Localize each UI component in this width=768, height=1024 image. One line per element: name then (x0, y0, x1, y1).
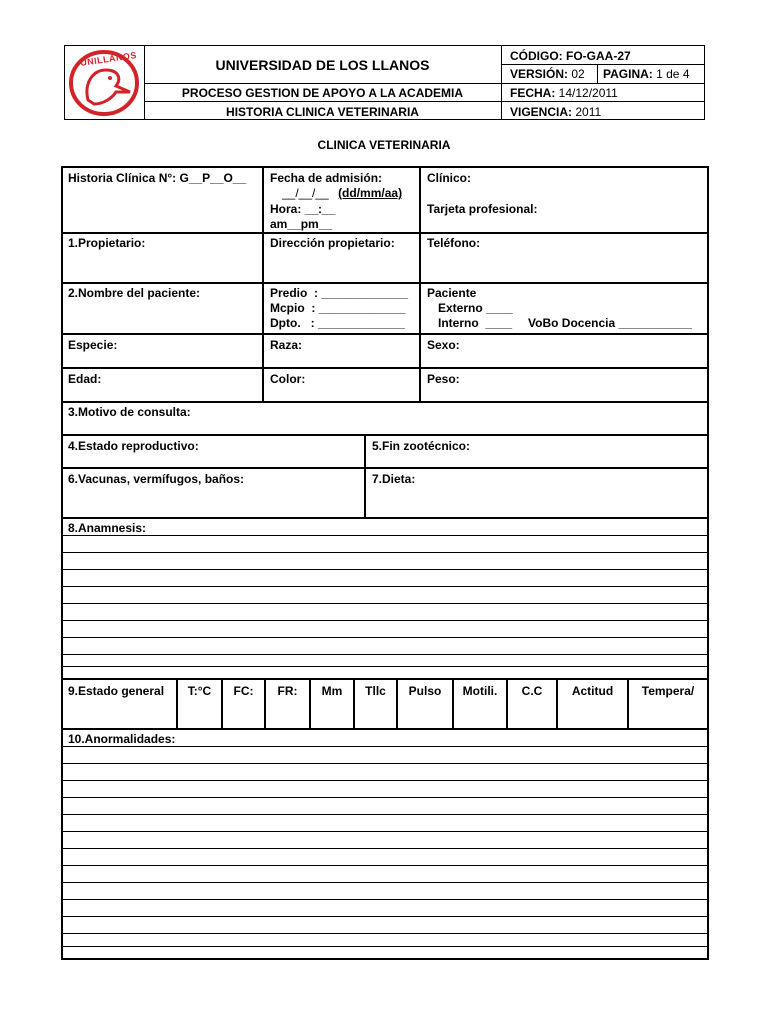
mcpio-field[interactable]: Mcpio : _____________ (270, 301, 406, 315)
vital-temp[interactable]: T:°C (187, 684, 212, 698)
especie-field[interactable]: Especie: (68, 338, 118, 352)
fecha (510, 86, 618, 100)
propietario-field[interactable]: 1.Propietario: (68, 236, 146, 250)
vital-pulso[interactable]: Pulso (408, 684, 442, 698)
externo-field[interactable]: Externo ____ (438, 301, 513, 315)
predio-field[interactable]: Predio : _____________ (270, 286, 409, 300)
tarjeta-profesional-field[interactable]: Tarjeta profesional: (427, 202, 538, 216)
fin-zootecnico-field[interactable]: 5.Fin zootécnico: (372, 439, 471, 453)
color-field[interactable]: Color: (270, 372, 306, 386)
logo-text: UNILLANOS (79, 50, 138, 68)
fecha-format: (dd/mm/aa) (338, 186, 403, 200)
vital-fc[interactable]: FC: (233, 684, 254, 698)
vital-actitud[interactable]: Actitud (571, 684, 614, 698)
estado-reproductivo-field[interactable]: 4.Estado reproductivo: (68, 439, 199, 453)
interno-field[interactable]: Interno ____ (438, 316, 513, 330)
telefono-field[interactable]: Teléfono: (427, 236, 481, 250)
dieta-field[interactable]: 7.Dieta: (372, 472, 416, 486)
fecha-label: FECHA: (510, 86, 556, 100)
university-logo (66, 48, 142, 118)
estado-general-label: 9.Estado general (68, 684, 165, 698)
dpto-field[interactable]: Dpto. : _____________ (270, 316, 405, 330)
paciente-label: Paciente (427, 286, 477, 300)
vital-motilidad[interactable]: Motili. (462, 684, 498, 698)
ampm-field[interactable]: am__pm__ (270, 217, 333, 231)
vobo-docencia-field[interactable]: VoBo Docencia ___________ (528, 316, 692, 330)
raza-field[interactable]: Raza: (270, 338, 303, 352)
peso-field[interactable]: Peso: (427, 372, 460, 386)
version-label: VERSIÓN: (510, 67, 569, 81)
vital-fr[interactable]: FR: (277, 684, 298, 698)
section-title: CLINICA VETERINARIA (317, 138, 451, 152)
vigencia-label: VIGENCIA: (510, 105, 573, 119)
pagina-label: PAGINA: (603, 67, 653, 81)
vigencia-value: 2011 (575, 105, 602, 119)
anormalidades-label: 10.Anormalidades: (68, 732, 176, 746)
direccion-field[interactable]: Dirección propietario: (270, 236, 395, 250)
vigencia (510, 105, 601, 119)
university-name: UNIVERSIDAD DE LOS LLANOS (215, 57, 430, 73)
version (510, 67, 585, 81)
process-name: PROCESO GESTION DE APOYO A LA ACADEMIA (181, 86, 464, 100)
clinico-field[interactable]: Clínico: (427, 171, 471, 185)
fecha-admision-label: Fecha de admisión: (270, 171, 383, 185)
fecha-admision-field[interactable] (282, 186, 402, 200)
fecha-value: 14/12/2011 (558, 86, 618, 100)
pagina-value: 1 de 4 (656, 67, 690, 81)
anamnesis-label: 8.Anamnesis: (68, 521, 147, 535)
hora-field[interactable]: Hora: __:__ (270, 202, 336, 216)
nombre-paciente-field[interactable]: 2.Nombre del paciente: (68, 286, 201, 300)
edad-field[interactable]: Edad: (68, 372, 102, 386)
vital-tllc[interactable]: Tllc (365, 684, 386, 698)
codigo: CÓDIGO: FO-GAA-27 (510, 49, 631, 63)
pagina (603, 67, 690, 81)
vital-mm[interactable]: Mm (321, 684, 343, 698)
historia-clinica-field[interactable]: Historia Clínica N°: G__P__O__ (68, 171, 247, 185)
motivo-consulta-field[interactable]: 3.Motivo de consulta: (68, 405, 191, 419)
vital-temperamento[interactable]: Tempera/ (641, 684, 695, 698)
vacunas-field[interactable]: 6.Vacunas, vermífugos, baños: (68, 472, 245, 486)
sexo-field[interactable]: Sexo: (427, 338, 460, 352)
version-value: 02 (571, 67, 585, 81)
fecha-blank: __/__/__ (282, 186, 329, 200)
document-name: HISTORIA CLINICA VETERINARIA (226, 105, 419, 119)
vital-cc[interactable]: C.C (521, 684, 543, 698)
